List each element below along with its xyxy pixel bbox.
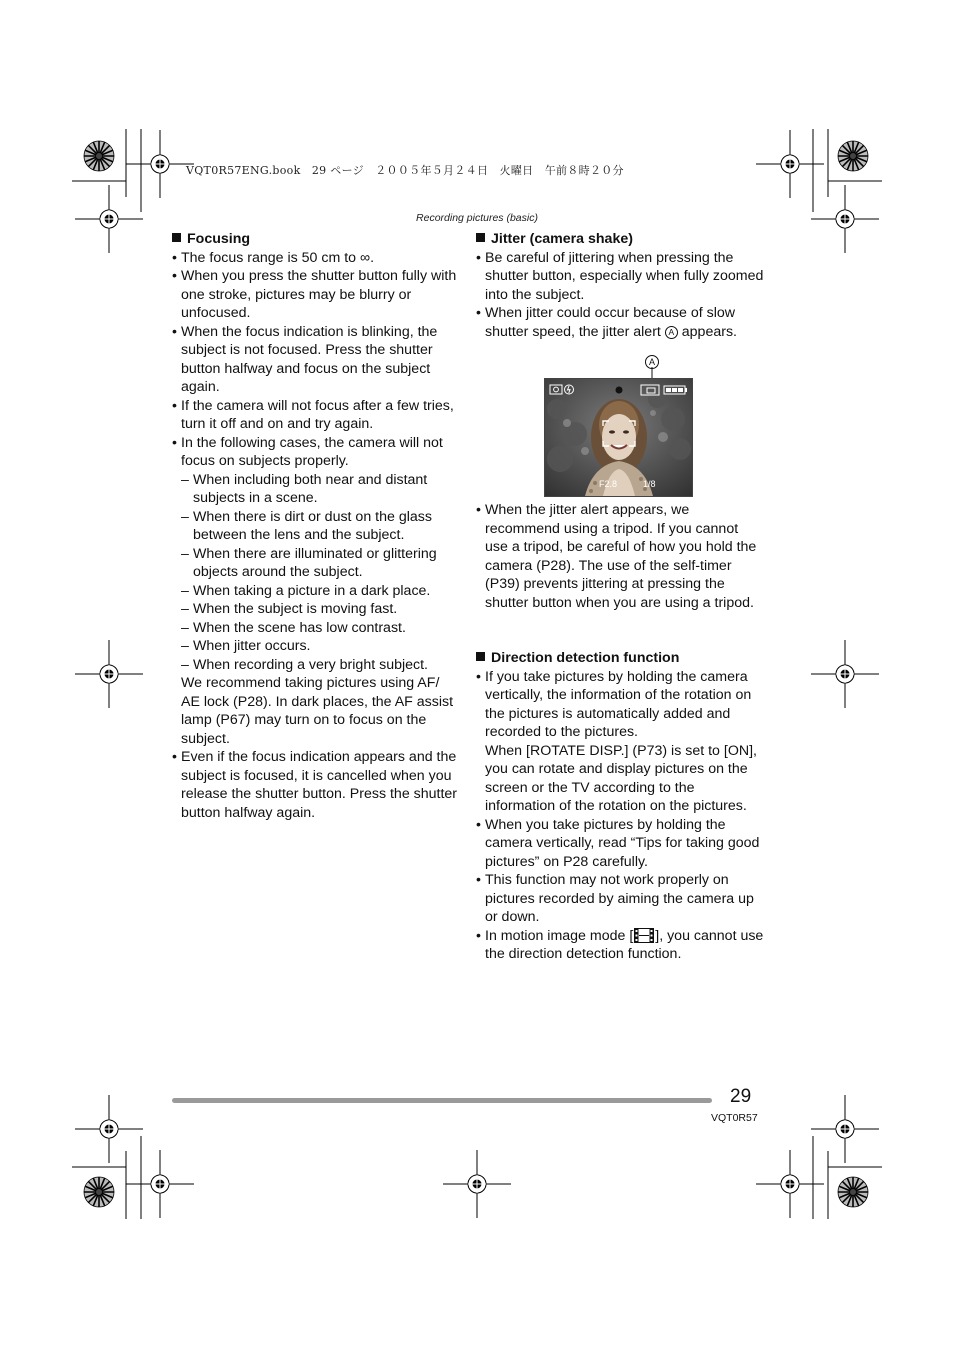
list-item: • In motion image mode [ ], you cannot use the direction detection function. bbox=[476, 927, 766, 964]
focusing-list bbox=[172, 249, 458, 823]
list-item: • When you take pictures by holding the camera vertically, read “Tips for taking good pictures” on P28 carefully. bbox=[476, 816, 766, 872]
screen-shutter-readout: 1/8 bbox=[643, 479, 656, 489]
screen-aperture-readout: F2.8 bbox=[599, 479, 618, 489]
af-lock-note: We recommend taking pictures using AF/ AE lock (P28). In dark places, the AF assist lamp (P67) may turn on to focus on the subject. bbox=[181, 675, 454, 747]
callout-a: A bbox=[645, 353, 659, 371]
cases-intro: In the following cases, the camera will not focus on subjects properly. bbox=[181, 434, 443, 469]
case-item: – When taking a picture in a dark place. bbox=[181, 582, 458, 601]
footer-rule bbox=[172, 1098, 712, 1103]
list-item: • Be careful of jittering when pressing the shutter button, especially when fully zoomed into the subject. bbox=[476, 249, 764, 305]
jitter-heading: Jitter (camera shake) bbox=[476, 230, 764, 249]
list-item bbox=[172, 434, 458, 749]
focusing-section bbox=[172, 230, 458, 822]
case-item: – When there is dirt or dust on the glass between the lens and the subject. bbox=[181, 508, 458, 545]
portrait-photo bbox=[545, 379, 692, 496]
case-item: – When jitter occurs. bbox=[181, 637, 458, 656]
running-head: Recording pictures (basic) bbox=[416, 212, 538, 224]
motion-image-mode-icon bbox=[634, 928, 654, 943]
case-item: – When the scene has low contrast. bbox=[181, 619, 458, 638]
case-item: – When the subject is moving fast. bbox=[181, 600, 458, 619]
cases-list bbox=[181, 471, 458, 675]
rotate-disp-note: When [ROTATE DISP.] (P73) is set to [ON], you can rotate and display pictures on the screen or the TV according to the information of the rotation on the pictures. bbox=[485, 742, 757, 814]
list-item: • The focus range is 50 cm to ∞. bbox=[172, 249, 458, 268]
case-item: – When there are illuminated or glittering objects around the subject. bbox=[181, 545, 458, 582]
callout-a-marker: A bbox=[665, 326, 678, 339]
list-item: • When you press the shutter button fully with one stroke, pictures may be blurry or unfocused. bbox=[172, 267, 458, 323]
case-item: – When recording a very bright subject. bbox=[181, 656, 458, 675]
direction-section bbox=[476, 649, 766, 964]
square-bullet-icon bbox=[476, 652, 485, 661]
model-code: VQT0R57 bbox=[711, 1112, 758, 1124]
print-header-meta: VQT0R57ENG.book 29 ページ ２００５年５月２４日 火曜日 午前８時２０分 bbox=[186, 164, 624, 177]
list-item: • If you take pictures by holding the camera vertically, the information of the rotation on the pictures is automatically added and recorded to the pictures. When [ROTATE DISP.] (P73) is set to [ON], you can rotate and display pictures on the screen or the TV according to the information of the rotation on the pictures. bbox=[476, 668, 766, 816]
direction-heading: Direction detection function bbox=[476, 649, 766, 668]
list-item: • When jitter could occur because of slow shutter speed, the jitter alert A appears. bbox=[476, 304, 764, 341]
camera-screen-photo bbox=[544, 378, 693, 497]
jitter-tripod-note bbox=[476, 501, 764, 612]
list-item: • When the jitter alert appears, we recommend using a tripod. If you cannot use a tripod, be careful of how you hold the camera (P28). The use of the self-timer (P39) prevents jittering at pressing the shutter button when you are using a tripod. bbox=[476, 501, 764, 612]
list-item: • This function may not work properly on pictures recorded by aiming the camera up or down. bbox=[476, 871, 766, 927]
square-bullet-icon bbox=[172, 233, 181, 242]
focusing-heading: Focusing bbox=[172, 230, 458, 249]
page-number: 29 bbox=[730, 1086, 752, 1107]
jitter-section bbox=[476, 230, 764, 341]
list-item: • Even if the focus indication appears and the subject is focused, it is cancelled when you release the shutter button. Press the shutter button halfway again. bbox=[172, 748, 458, 822]
list-item: • When the focus indication is blinking, the subject is not focused. Press the shutter button halfway and focus on the subject again. bbox=[172, 323, 458, 397]
case-item: – When including both near and distant subjects in a scene. bbox=[181, 471, 458, 508]
list-item: • If the camera will not focus after a few tries, turn it off and on and try again. bbox=[172, 397, 458, 434]
square-bullet-icon bbox=[476, 233, 485, 242]
